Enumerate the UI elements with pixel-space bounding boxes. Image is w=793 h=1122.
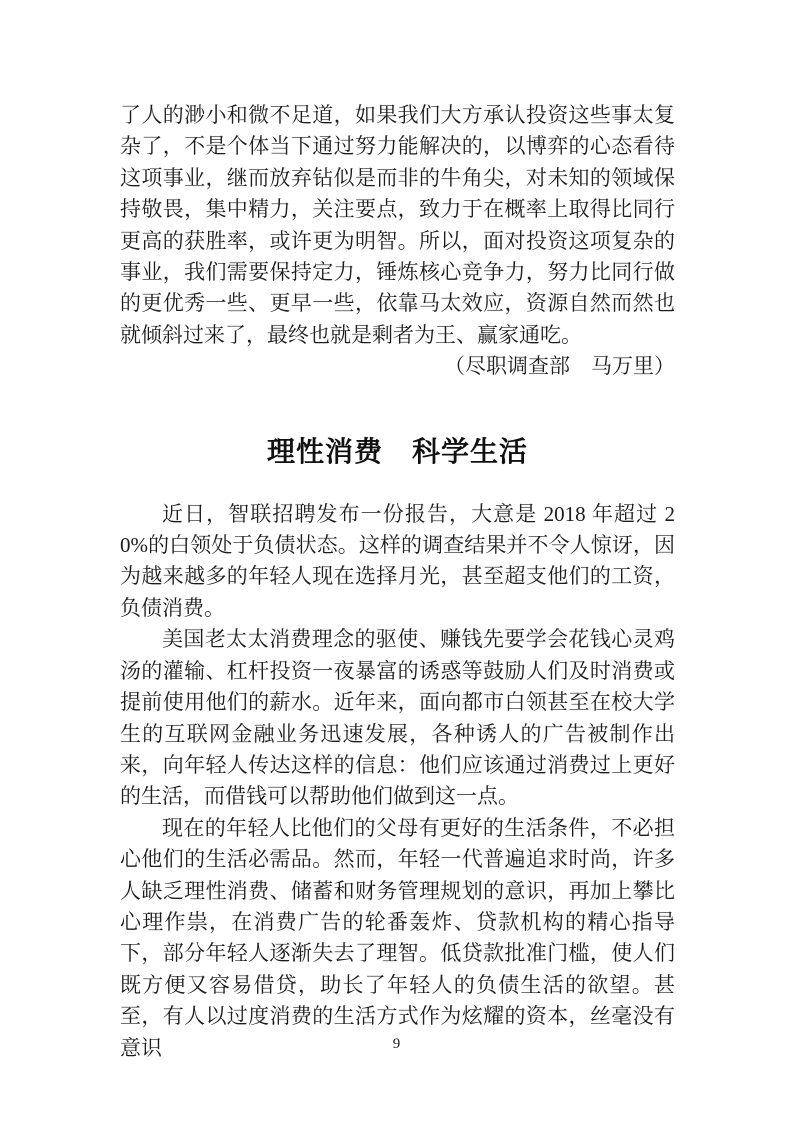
article-title: 理性消费 科学生活 bbox=[266, 435, 528, 467]
text-column bbox=[120, 100, 675, 1064]
article-paragraph-2: 美国老太太消费理念的驱使、赚钱先要学会花钱心灵鸡汤的灌输、杠杆投资一夜暴富的诱惑等鼓励人们及时消费或提前使用他们的薪水。近年来，面向都市白领甚至在校大学生的互联网金融业务迅速发展，各种诱人的广告被制作出来，向年轻人传达这样的信息：他们应该通过消费过上更好的生活，而借钱可以帮助他们做到这一点。 bbox=[120, 627, 675, 809]
continuation-paragraph: 了人的渺小和微不足道，如果我们大方承认投资这些事太复杂了，不是个体当下通过努力能解决的，以博弈的心态看待这项事业，继而放弃钻似是而非的牛角尖，对未知的领域保持敬畏，集中精力，关注要点，致力于在概率上取得比同行更高的获胜率，或许更为明智。所以，面对投资这项复杂的事业，我们需要保持定力，锤炼核心竞争力，努力比同行做的更优秀一些、更早一些，依靠马太效应，资源自然而然也就倾斜过来了，最终也就是剩者为王、赢家通吃。 bbox=[120, 103, 675, 347]
article-paragraph-3: 现在的年轻人比他们的父母有更好的生活条件，不必担心他们的生活必需品。然而，年轻一代普遍追求时尚，许多人缺乏理性消费、储蓄和财务管理规划的意识，再加上攀比心理作祟，在消费广告的轮番轰炸、贷款机构的精心指导下，部分年轻人逐渐失去了理智。低贷款批准门槛，使人们既方便又容易借贷，助长了年轻人的负债生活的欲望。甚至，有人以过度消费的生活方式作为炫耀的资本，丝毫没有意识 bbox=[120, 815, 675, 1060]
article-paragraph-1: 近日，智联招聘发布一份报告，大意是 2018 年超过 20%的白领处于负债状态。这样的调查结果并不令人惊讶，因为越来越多的年轻人现在选择月光，甚至超支他们的工资，负债消费。 bbox=[120, 501, 675, 620]
attribution-byline: （尽职调查部 马万里） bbox=[444, 354, 675, 379]
page-number: 9 bbox=[392, 1036, 401, 1052]
